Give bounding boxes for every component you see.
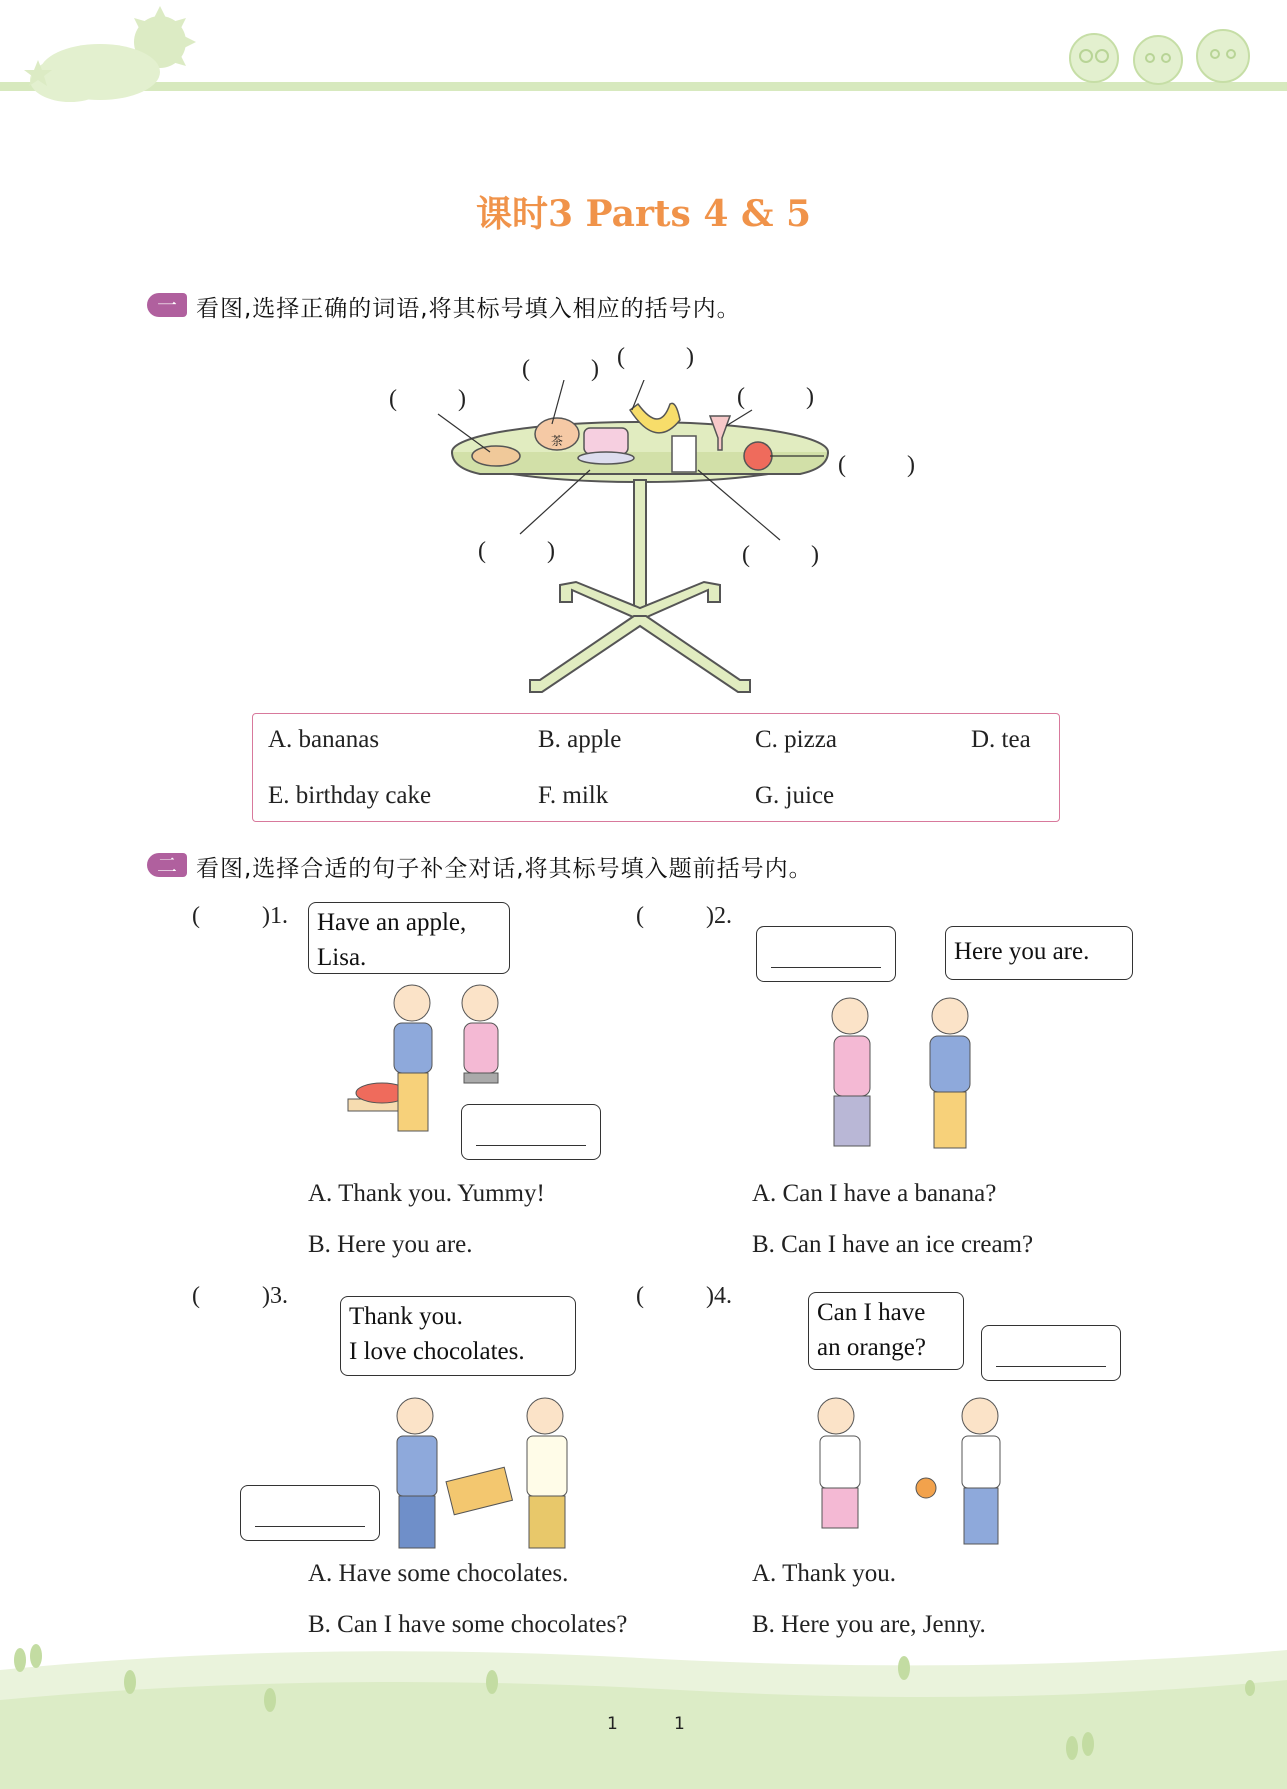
page-number-left: 1 bbox=[607, 1714, 618, 1734]
milk-icon bbox=[672, 436, 696, 472]
question-number: )1. bbox=[262, 903, 288, 929]
paren-close: ) bbox=[458, 386, 466, 412]
paren-close: ) bbox=[907, 452, 915, 478]
paren-open: ( bbox=[192, 903, 200, 929]
bubble-text: Here you are. bbox=[954, 938, 1090, 965]
paren-open: ( bbox=[737, 384, 745, 410]
children-illustration bbox=[800, 1390, 1020, 1550]
bubble-text: Lisa. bbox=[317, 944, 367, 971]
option-d: D. tea bbox=[971, 726, 1031, 753]
q3-option-b: B. Can I have some chocolates? bbox=[308, 1611, 628, 1638]
answer-blank[interactable] bbox=[255, 1526, 365, 1527]
q2-option-b: B. Can I have an ice cream? bbox=[752, 1231, 1034, 1258]
bubble-text: I love chocolates. bbox=[349, 1338, 525, 1365]
option-f: F. milk bbox=[538, 782, 609, 809]
animal-faces-icon bbox=[1058, 18, 1258, 88]
paren-open: ( bbox=[636, 903, 644, 929]
page-number-right: 1 bbox=[674, 1714, 685, 1734]
paren-open: ( bbox=[636, 1283, 644, 1309]
question-number: )3. bbox=[262, 1283, 288, 1309]
children-illustration bbox=[810, 990, 990, 1160]
option-a: A. bananas bbox=[268, 726, 380, 753]
option-b: B. apple bbox=[538, 726, 622, 753]
page-title: 课时3 Parts 4 & 5 bbox=[475, 193, 812, 235]
answer-bubble bbox=[981, 1325, 1121, 1381]
tea-label: 茶 bbox=[551, 434, 564, 448]
paren-close: ) bbox=[806, 384, 814, 410]
option-e: E. birthday cake bbox=[268, 782, 432, 809]
sun-cloud-icon bbox=[0, 0, 200, 115]
paren-open: ( bbox=[617, 344, 625, 370]
q4-option-a: A. Thank you. bbox=[752, 1560, 896, 1587]
paren-open: ( bbox=[522, 356, 530, 382]
paren-open: ( bbox=[389, 386, 397, 412]
q4-option-b: B. Here you are, Jenny. bbox=[752, 1611, 986, 1638]
section2-badge: 二 bbox=[147, 853, 187, 877]
question-number: )4. bbox=[706, 1283, 732, 1309]
q3-option-a: A. Have some chocolates. bbox=[308, 1560, 569, 1587]
option-c: C. pizza bbox=[755, 726, 837, 753]
paren-open: ( bbox=[192, 1283, 200, 1309]
answer-bubble bbox=[240, 1485, 380, 1541]
bubble-text: Thank you. bbox=[349, 1303, 463, 1330]
q1-option-b: B. Here you are. bbox=[308, 1231, 473, 1258]
section1-instruction: 看图,选择正确的词语,将其标号填入相应的括号内。 bbox=[196, 296, 741, 322]
apple-icon bbox=[744, 442, 772, 470]
paren-close: ) bbox=[686, 344, 694, 370]
children-illustration bbox=[340, 975, 520, 1155]
bubble-text: Have an apple, bbox=[317, 909, 467, 936]
section1-badge: 一 bbox=[147, 293, 187, 317]
paren-close: ) bbox=[547, 538, 555, 564]
answer-blank[interactable] bbox=[996, 1366, 1106, 1367]
answer-bubble bbox=[756, 926, 896, 982]
q1-option-a: A. Thank you. Yummy! bbox=[308, 1180, 545, 1207]
speech-bubble bbox=[945, 926, 1133, 980]
speech-bubble bbox=[340, 1296, 576, 1376]
q2-option-a: A. Can I have a banana? bbox=[752, 1180, 997, 1207]
option-g: G. juice bbox=[755, 782, 835, 809]
question-number: )2. bbox=[706, 903, 732, 929]
section2-instruction: 看图,选择合适的句子补全对话,将其标号填入题前括号内。 bbox=[196, 856, 813, 882]
paren-close: ) bbox=[591, 356, 599, 382]
speech-bubble bbox=[808, 1292, 964, 1370]
bubble-text: an orange? bbox=[817, 1334, 926, 1361]
children-illustration bbox=[375, 1390, 585, 1550]
paren-open: ( bbox=[742, 542, 750, 568]
table-illustration bbox=[380, 380, 860, 700]
answer-blank[interactable] bbox=[771, 967, 881, 968]
bubble-text: Can I have bbox=[817, 1299, 926, 1326]
speech-bubble bbox=[308, 902, 510, 974]
birthday-cake-icon bbox=[584, 428, 628, 454]
pizza-icon bbox=[472, 446, 520, 466]
paren-close: ) bbox=[811, 542, 819, 568]
orange-icon bbox=[916, 1478, 936, 1498]
paren-open: ( bbox=[838, 452, 846, 478]
footer-hills bbox=[0, 1630, 1287, 1789]
paren-open: ( bbox=[478, 538, 486, 564]
